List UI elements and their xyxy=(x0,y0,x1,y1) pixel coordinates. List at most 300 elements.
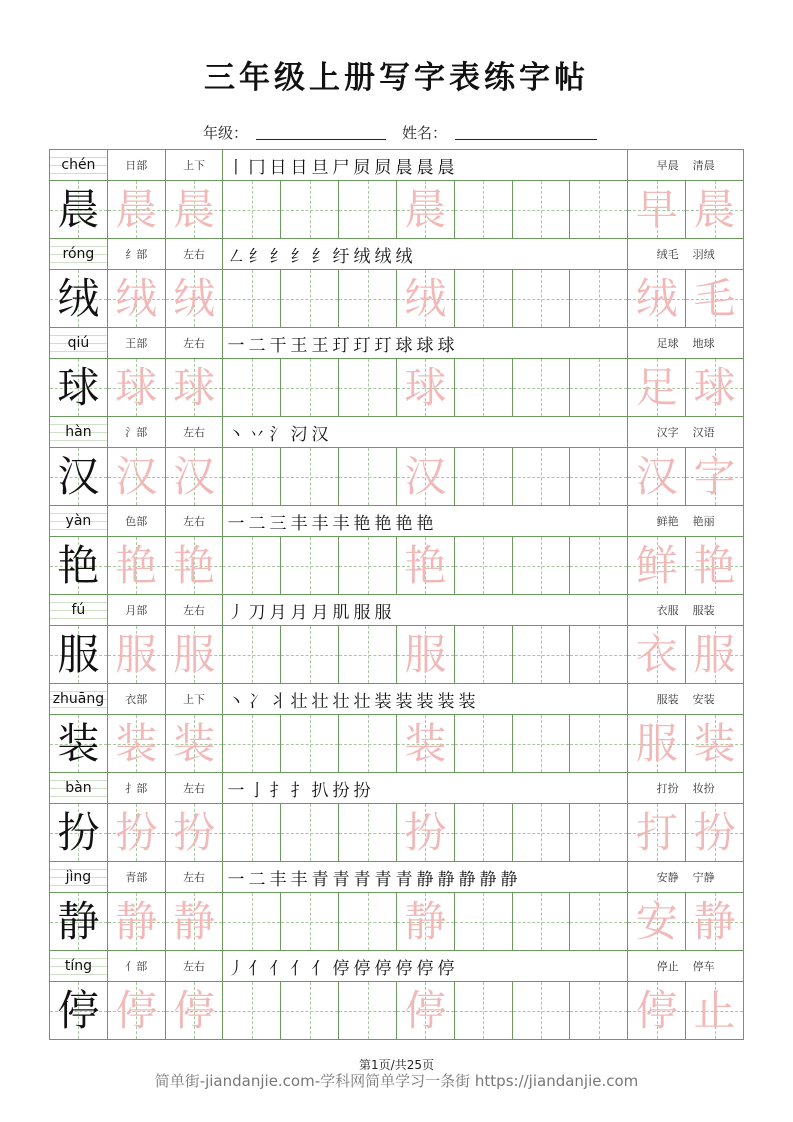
stroke-step: 停 xyxy=(437,958,455,979)
stroke-step: 汉 xyxy=(311,424,329,445)
stroke-step: 尸 xyxy=(332,157,350,178)
writing-cell[interactable] xyxy=(339,270,397,328)
writing-cell[interactable] xyxy=(166,448,224,506)
writing-cell[interactable] xyxy=(628,715,686,773)
writing-cell[interactable] xyxy=(281,359,339,417)
writing-cell[interactable] xyxy=(339,715,397,773)
grade-label: 年级： xyxy=(203,124,249,142)
writing-cell[interactable] xyxy=(570,537,628,595)
structure: 左右 xyxy=(166,862,224,893)
trace-character: 装 xyxy=(173,718,216,768)
writing-cell[interactable] xyxy=(50,270,108,328)
trace-character: 服 xyxy=(173,629,216,679)
stroke-step: 球 xyxy=(395,335,413,356)
stroke-step: 装 xyxy=(437,691,455,712)
writing-cell[interactable] xyxy=(281,715,339,773)
writing-cell[interactable] xyxy=(223,982,281,1040)
word-examples xyxy=(628,951,744,982)
word: 早晨 xyxy=(656,159,679,172)
trace-character: 服 xyxy=(115,629,158,679)
stroke-step: 绒 xyxy=(374,246,392,267)
word: 停止 xyxy=(656,960,679,973)
writing-cell[interactable] xyxy=(513,982,571,1040)
pinyin: qiú xyxy=(50,328,108,359)
word: 宁静 xyxy=(692,871,715,884)
writing-row xyxy=(50,626,744,684)
writing-cell[interactable] xyxy=(166,537,224,595)
info-row xyxy=(50,328,744,359)
trace-character: 扮 xyxy=(115,807,158,857)
pinyin: hàn xyxy=(50,417,108,448)
writing-cell[interactable] xyxy=(455,715,513,773)
trace-character: 艳 xyxy=(115,540,158,590)
writing-cell[interactable] xyxy=(166,270,224,328)
writing-cell[interactable] xyxy=(570,359,628,417)
word-examples xyxy=(628,773,744,804)
stroke-step: 青 xyxy=(374,869,392,890)
stroke-step: 一 xyxy=(227,780,245,801)
stroke-order xyxy=(223,951,628,982)
stroke-step: 丷 xyxy=(248,424,266,445)
structure: 左右 xyxy=(166,595,224,626)
stroke-step: 三 xyxy=(269,513,287,534)
trace-word-character: 停 xyxy=(635,985,678,1035)
stroke-step: 玎 xyxy=(374,335,392,356)
stroke-step: 艳 xyxy=(374,513,392,534)
writing-cell[interactable] xyxy=(513,181,571,239)
stroke-step: 纟 xyxy=(290,246,308,267)
writing-cell[interactable] xyxy=(50,804,108,862)
stroke-step: 旦 xyxy=(311,157,329,178)
stroke-step: 二 xyxy=(248,869,266,890)
stroke-step: 亻 xyxy=(290,958,308,979)
stroke-step: 静 xyxy=(416,869,434,890)
pinyin: fú xyxy=(50,595,108,626)
writing-cell[interactable] xyxy=(339,359,397,417)
writing-cell[interactable] xyxy=(281,893,339,951)
pinyin: bàn xyxy=(50,773,108,804)
stroke-step: 王 xyxy=(311,335,329,356)
writing-cell[interactable] xyxy=(50,626,108,684)
writing-row xyxy=(50,715,744,773)
stroke-step: 丰 xyxy=(269,869,287,890)
stroke-step: 一 xyxy=(227,869,245,890)
writing-cell[interactable] xyxy=(628,804,686,862)
trace-word-character: 汉 xyxy=(635,451,678,501)
practice-grid xyxy=(49,149,744,1040)
writing-cell[interactable] xyxy=(686,893,744,951)
writing-cell[interactable] xyxy=(455,804,513,862)
trace-word-character: 扮 xyxy=(693,807,736,857)
writing-cell[interactable] xyxy=(455,982,513,1040)
writing-cell[interactable] xyxy=(108,715,166,773)
stroke-step: 日 xyxy=(269,157,287,178)
stroke-step: 服 xyxy=(353,602,371,623)
stroke-step: 装 xyxy=(416,691,434,712)
word: 足球 xyxy=(656,337,679,350)
writing-cell[interactable] xyxy=(339,181,397,239)
writing-cell[interactable] xyxy=(397,626,455,684)
writing-cell[interactable] xyxy=(108,804,166,862)
radical: 扌部 xyxy=(108,773,166,804)
pinyin: tíng xyxy=(50,951,108,982)
trace-character: 静 xyxy=(173,896,216,946)
word-examples xyxy=(628,862,744,893)
writing-cell[interactable] xyxy=(108,448,166,506)
stroke-step: ㇜ xyxy=(227,246,245,267)
trace-character: 晨 xyxy=(173,184,216,234)
radical: 青部 xyxy=(108,862,166,893)
stroke-step: 装 xyxy=(395,691,413,712)
writing-cell[interactable] xyxy=(339,448,397,506)
writing-cell[interactable] xyxy=(686,715,744,773)
stroke-step: 月 xyxy=(269,602,287,623)
trace-word-character: 球 xyxy=(693,362,736,412)
stroke-step: 亻 xyxy=(248,958,266,979)
writing-cell[interactable] xyxy=(455,626,513,684)
writing-cell[interactable] xyxy=(513,804,571,862)
writing-row xyxy=(50,804,744,862)
writing-cell[interactable] xyxy=(223,537,281,595)
writing-cell[interactable] xyxy=(686,804,744,862)
stroke-order xyxy=(223,506,628,537)
radical: 衣部 xyxy=(108,684,166,715)
stroke-step: 丨 xyxy=(227,157,245,178)
writing-cell[interactable] xyxy=(455,270,513,328)
stroke-step: 艳 xyxy=(416,513,434,534)
word: 停车 xyxy=(692,960,715,973)
trace-character: 绒 xyxy=(173,273,216,323)
word: 服装 xyxy=(692,604,715,617)
word-examples xyxy=(628,506,744,537)
writing-cell[interactable] xyxy=(628,982,686,1040)
writing-cell[interactable] xyxy=(166,359,224,417)
trace-word-character: 静 xyxy=(693,896,736,946)
writing-cell[interactable] xyxy=(513,270,571,328)
word: 鲜艳 xyxy=(656,515,679,528)
writing-cell[interactable] xyxy=(570,448,628,506)
radical: 月部 xyxy=(108,595,166,626)
pinyin: róng xyxy=(50,239,108,270)
word: 地球 xyxy=(692,337,715,350)
trace-word-character: 毛 xyxy=(693,273,736,323)
name-field[interactable] xyxy=(455,122,597,140)
writing-cell[interactable] xyxy=(686,270,744,328)
stroke-step: 装 xyxy=(458,691,476,712)
model-character: 停 xyxy=(57,985,100,1035)
writing-cell[interactable] xyxy=(397,804,455,862)
stroke-step: 扒 xyxy=(311,780,329,801)
writing-cell[interactable] xyxy=(50,359,108,417)
writing-cell[interactable] xyxy=(455,181,513,239)
writing-cell[interactable] xyxy=(628,448,686,506)
grade-field[interactable] xyxy=(256,122,386,140)
word-examples xyxy=(628,328,744,359)
site-watermark: 简单街-jiandanjie.com-学科网简单学习一条街 https://jiandanjie.com xyxy=(154,1072,639,1090)
stroke-step: 扮 xyxy=(353,780,371,801)
radical: 纟部 xyxy=(108,239,166,270)
writing-cell[interactable] xyxy=(397,359,455,417)
radical: 日部 xyxy=(108,150,166,181)
writing-cell[interactable] xyxy=(513,626,571,684)
writing-cell[interactable] xyxy=(570,982,628,1040)
writing-cell[interactable] xyxy=(397,181,455,239)
writing-cell[interactable] xyxy=(108,626,166,684)
writing-cell[interactable] xyxy=(628,626,686,684)
stroke-step: 静 xyxy=(458,869,476,890)
trace-character: 艳 xyxy=(173,540,216,590)
writing-cell[interactable] xyxy=(223,270,281,328)
writing-cell[interactable] xyxy=(108,982,166,1040)
structure: 左右 xyxy=(166,239,224,270)
writing-cell[interactable] xyxy=(50,982,108,1040)
stroke-order xyxy=(223,684,628,715)
trace-character: 绒 xyxy=(115,273,158,323)
structure: 上下 xyxy=(166,684,224,715)
writing-cell[interactable] xyxy=(166,715,224,773)
trace-character: 静 xyxy=(404,896,447,946)
writing-cell[interactable] xyxy=(108,270,166,328)
writing-cell[interactable] xyxy=(223,804,281,862)
stroke-step: 丬 xyxy=(269,691,287,712)
writing-cell[interactable] xyxy=(223,626,281,684)
pinyin: zhuāng xyxy=(50,684,108,715)
word-examples xyxy=(628,684,744,715)
trace-word-character: 艳 xyxy=(693,540,736,590)
stroke-step: 丿 xyxy=(227,958,245,979)
writing-row xyxy=(50,359,744,417)
writing-cell[interactable] xyxy=(686,626,744,684)
name-label: 姓名： xyxy=(402,124,448,142)
writing-cell[interactable] xyxy=(686,181,744,239)
writing-cell[interactable] xyxy=(281,270,339,328)
writing-cell[interactable] xyxy=(686,359,744,417)
word-examples xyxy=(628,595,744,626)
writing-cell[interactable] xyxy=(50,715,108,773)
writing-cell[interactable] xyxy=(281,626,339,684)
page-title: 三年级上册写字表练字帖 xyxy=(204,60,589,96)
writing-cell[interactable] xyxy=(281,181,339,239)
stroke-step: 刀 xyxy=(248,602,266,623)
word: 艳丽 xyxy=(692,515,715,528)
writing-cell[interactable] xyxy=(50,537,108,595)
stroke-step: 艳 xyxy=(395,513,413,534)
writing-cell[interactable] xyxy=(166,982,224,1040)
trace-word-character: 早 xyxy=(635,184,678,234)
trace-character: 晨 xyxy=(404,184,447,234)
model-character: 球 xyxy=(57,362,100,412)
word: 羽绒 xyxy=(692,248,715,261)
info-row xyxy=(50,684,744,715)
trace-character: 汉 xyxy=(115,451,158,501)
stroke-step: 二 xyxy=(248,513,266,534)
writing-cell[interactable] xyxy=(513,448,571,506)
trace-word-character: 装 xyxy=(693,718,736,768)
stroke-step: 氵 xyxy=(269,424,287,445)
stroke-step: 亻 xyxy=(269,958,287,979)
writing-cell[interactable] xyxy=(281,982,339,1040)
stroke-order xyxy=(223,328,628,359)
writing-cell[interactable] xyxy=(397,982,455,1040)
writing-cell[interactable] xyxy=(223,715,281,773)
word: 清晨 xyxy=(692,159,715,172)
structure: 左右 xyxy=(166,506,224,537)
stroke-order xyxy=(223,773,628,804)
stroke-step: 二 xyxy=(248,335,266,356)
writing-cell[interactable] xyxy=(628,270,686,328)
stroke-step: 装 xyxy=(374,691,392,712)
writing-cell[interactable] xyxy=(223,181,281,239)
writing-cell[interactable] xyxy=(570,270,628,328)
writing-cell[interactable] xyxy=(455,359,513,417)
writing-cell[interactable] xyxy=(513,537,571,595)
word: 汉语 xyxy=(692,426,715,439)
writing-cell[interactable] xyxy=(628,537,686,595)
writing-cell[interactable] xyxy=(108,359,166,417)
stroke-step: 晨 xyxy=(416,157,434,178)
stroke-step: 停 xyxy=(353,958,371,979)
writing-cell[interactable] xyxy=(570,715,628,773)
stroke-step: 丰 xyxy=(290,869,308,890)
stroke-step: 扌 xyxy=(269,780,287,801)
info-row xyxy=(50,150,744,181)
stroke-step: 丿 xyxy=(227,602,245,623)
trace-character: 服 xyxy=(404,629,447,679)
stroke-step: 丶 xyxy=(227,424,245,445)
writing-cell[interactable] xyxy=(397,537,455,595)
pinyin: jìng xyxy=(50,862,108,893)
stroke-step: 干 xyxy=(269,335,287,356)
stroke-step: 亻 xyxy=(311,958,329,979)
stroke-step: 绒 xyxy=(395,246,413,267)
trace-character: 汉 xyxy=(404,451,447,501)
writing-cell[interactable] xyxy=(570,626,628,684)
writing-cell[interactable] xyxy=(223,893,281,951)
writing-cell[interactable] xyxy=(397,270,455,328)
writing-cell[interactable] xyxy=(50,448,108,506)
stroke-step: 丰 xyxy=(332,513,350,534)
trace-word-character: 鲜 xyxy=(635,540,678,590)
stroke-step: 停 xyxy=(374,958,392,979)
writing-cell[interactable] xyxy=(50,181,108,239)
stroke-step: 一 xyxy=(227,513,245,534)
stroke-step: 壮 xyxy=(290,691,308,712)
stroke-step: 纟 xyxy=(269,246,287,267)
writing-cell[interactable] xyxy=(628,181,686,239)
writing-cell[interactable] xyxy=(281,804,339,862)
model-character: 汉 xyxy=(57,451,100,501)
writing-cell[interactable] xyxy=(455,537,513,595)
stroke-step: 青 xyxy=(395,869,413,890)
writing-cell[interactable] xyxy=(513,893,571,951)
writing-cell[interactable] xyxy=(513,715,571,773)
writing-cell[interactable] xyxy=(570,893,628,951)
trace-character: 停 xyxy=(173,985,216,1035)
writing-cell[interactable] xyxy=(570,804,628,862)
writing-row xyxy=(50,537,744,595)
trace-word-character: 字 xyxy=(693,451,736,501)
writing-cell[interactable] xyxy=(108,537,166,595)
word: 衣服 xyxy=(656,604,679,617)
writing-cell[interactable] xyxy=(339,804,397,862)
stroke-step: 玎 xyxy=(353,335,371,356)
writing-cell[interactable] xyxy=(397,893,455,951)
writing-cell[interactable] xyxy=(686,448,744,506)
writing-cell[interactable] xyxy=(628,359,686,417)
writing-cell[interactable] xyxy=(166,181,224,239)
structure: 左右 xyxy=(166,417,224,448)
writing-cell[interactable] xyxy=(108,181,166,239)
writing-cell[interactable] xyxy=(223,448,281,506)
stroke-step: 晨 xyxy=(395,157,413,178)
writing-cell[interactable] xyxy=(397,715,455,773)
word: 服装 xyxy=(656,693,679,706)
stroke-step: 纟 xyxy=(248,246,266,267)
trace-character: 球 xyxy=(404,362,447,412)
writing-cell[interactable] xyxy=(570,181,628,239)
writing-cell[interactable] xyxy=(281,537,339,595)
trace-character: 装 xyxy=(404,718,447,768)
writing-cell[interactable] xyxy=(513,359,571,417)
writing-cell[interactable] xyxy=(50,893,108,951)
word: 妆扮 xyxy=(692,782,715,795)
radical: 氵部 xyxy=(108,417,166,448)
writing-cell[interactable] xyxy=(339,537,397,595)
trace-character: 球 xyxy=(173,362,216,412)
stroke-order xyxy=(223,595,628,626)
writing-cell[interactable] xyxy=(686,982,744,1040)
writing-cell[interactable] xyxy=(281,448,339,506)
writing-row xyxy=(50,893,744,951)
stroke-step: 纡 xyxy=(332,246,350,267)
stroke-step: 亅 xyxy=(248,780,266,801)
writing-cell[interactable] xyxy=(397,448,455,506)
writing-cell[interactable] xyxy=(223,359,281,417)
writing-cell[interactable] xyxy=(686,537,744,595)
stroke-step: 玎 xyxy=(332,335,350,356)
trace-word-character: 绒 xyxy=(635,273,678,323)
writing-cell[interactable] xyxy=(455,448,513,506)
trace-character: 晨 xyxy=(115,184,158,234)
info-row xyxy=(50,417,744,448)
stroke-step: 月 xyxy=(290,602,308,623)
word: 绒毛 xyxy=(656,248,679,261)
stroke-step: 停 xyxy=(416,958,434,979)
stroke-step: 球 xyxy=(416,335,434,356)
writing-cell[interactable] xyxy=(628,893,686,951)
stroke-step: 静 xyxy=(437,869,455,890)
stroke-step: 壮 xyxy=(353,691,371,712)
stroke-step: 绒 xyxy=(353,246,371,267)
stroke-step: 纟 xyxy=(311,246,329,267)
writing-cell[interactable] xyxy=(166,804,224,862)
writing-cell[interactable] xyxy=(455,893,513,951)
trace-word-character: 打 xyxy=(635,807,678,857)
trace-character: 装 xyxy=(115,718,158,768)
word-examples xyxy=(628,417,744,448)
structure: 左右 xyxy=(166,328,224,359)
stroke-step: 青 xyxy=(353,869,371,890)
writing-cell[interactable] xyxy=(108,893,166,951)
writing-cell[interactable] xyxy=(339,893,397,951)
writing-cell[interactable] xyxy=(166,626,224,684)
writing-cell[interactable] xyxy=(339,982,397,1040)
trace-character: 停 xyxy=(404,985,447,1035)
writing-cell[interactable] xyxy=(166,893,224,951)
stroke-step: 一 xyxy=(227,335,245,356)
stroke-step: 汈 xyxy=(290,424,308,445)
writing-cell[interactable] xyxy=(339,626,397,684)
